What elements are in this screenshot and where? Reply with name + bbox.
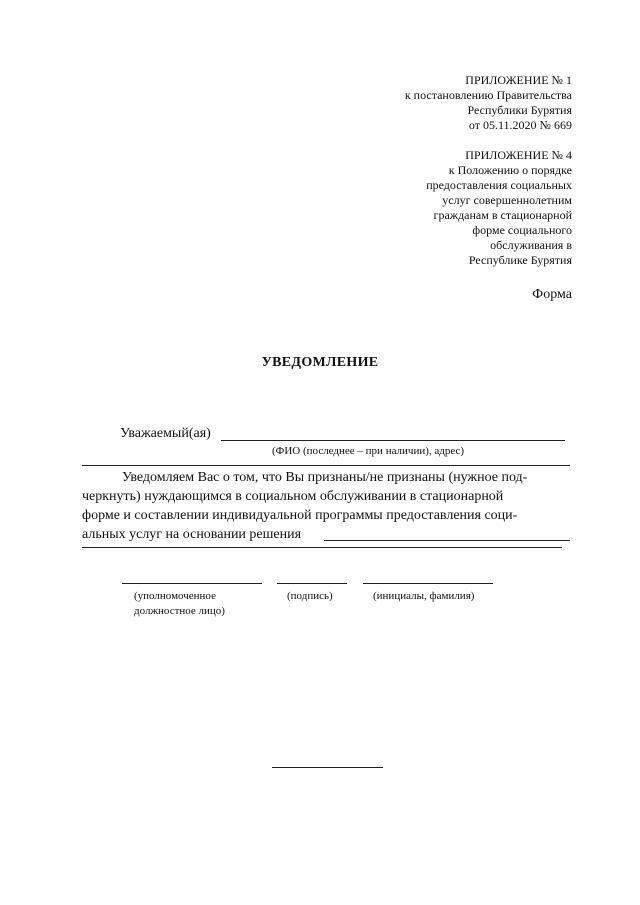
appendix-4-line: форме социального (472, 223, 572, 237)
appendix-4-header (426, 148, 572, 268)
appendix-4-line: предоставления социальных (426, 178, 572, 192)
closing-separator-line (272, 767, 383, 768)
signature-line (277, 583, 347, 584)
appendix-1-line: ПРИЛОЖЕНИЕ № 1 (465, 73, 572, 87)
appendix-1-line: Республики Бурятия (467, 103, 572, 117)
official-caption: (уполномоченное должностное лицо) (134, 590, 225, 617)
initials-caption: (инициалы, фамилия) (373, 590, 475, 602)
appendix-4-line: Республике Бурятия (468, 253, 572, 267)
address-fill-line (82, 465, 570, 466)
form-label: Форма (532, 287, 572, 302)
signature-caption: (подпись) (287, 590, 333, 602)
document-title: УВЕДОМЛЕНИЕ (261, 355, 379, 370)
appendix-1-line: от 05.11.2020 № 669 (468, 118, 572, 132)
appendix-1-header (405, 73, 572, 133)
appendix-1-line: к постановлению Правительства (404, 88, 572, 102)
notice-line: Уведомляем Вас о том, что Вы признаны/не признаны (нужное под- (122, 470, 528, 485)
recipient-fill-line (221, 440, 565, 441)
official-signature-line (122, 583, 262, 584)
decision-continuation-line (82, 547, 562, 548)
notice-line: черкнуть) нуждающимся в социальном обслуживании в стационарной (82, 489, 504, 504)
notice-line: форме и составлении индивидуальной программы предоставления соци- (82, 508, 518, 523)
initials-line (363, 583, 493, 584)
appendix-4-line: обслуживания в (490, 238, 572, 252)
decision-fill-line (324, 540, 570, 541)
appendix-4-line: к Положению о порядке (448, 163, 572, 177)
appendix-4-line: ПРИЛОЖЕНИЕ № 4 (465, 148, 572, 162)
appendix-4-line: гражданам в стационарной (433, 208, 572, 222)
appendix-4-line: услуг совершеннолетним (442, 193, 572, 207)
notice-line: альных услуг на основании решения (82, 527, 302, 542)
salutation-label: Уважаемый(ая) (120, 426, 211, 441)
notice-paragraph (82, 468, 570, 544)
recipient-caption: (ФИО (последнее – при наличии), адрес) (272, 445, 465, 457)
